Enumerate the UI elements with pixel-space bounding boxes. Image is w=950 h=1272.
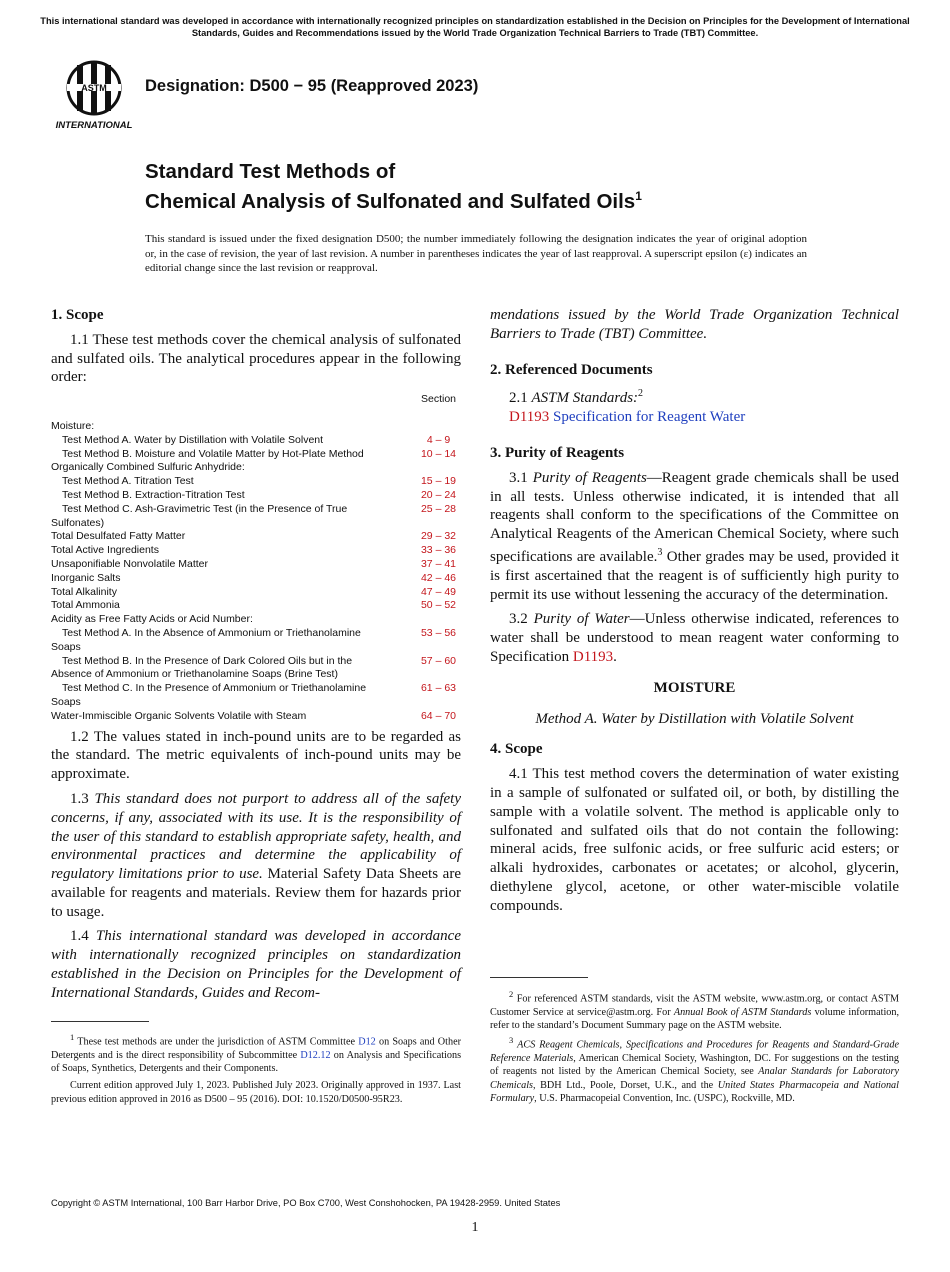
toc-label: Total Desulfated Fatty Matter (51, 530, 186, 543)
toc-label: Moisture: (51, 419, 95, 432)
page-number: 1 (471, 1220, 479, 1235)
footnote-3: $^3$ ACS Reagent Chemicals, Specifications and Procedures for Reagents and Standard-Grade Reference Materials, American Chemical Society, Washington, DC. For suggestions on the testing of reagents not listed by the American Chemical Society, see Analar Standards for Laboratory Chemicals, BDH Ltd., Poole, Dorset, U.K., and the United States Pharmacopeia and National Formulary, U.S. Pharmacopeial Convention, Inc. (USPC), Rockville, MD. (490, 1035, 899, 1104)
toc-row (51, 586, 461, 600)
method-a-heading: Method A. Water by Distillation with Volatile Solvent (535, 710, 854, 727)
toc-label: Test Method C. Ash-Gravimetric Test (in the Presence of True Sulfonates) (51, 502, 348, 529)
toc-row (51, 420, 461, 434)
toc-row (51, 544, 461, 558)
footnotes-left (51, 1031, 461, 1106)
toc-label: Water-Immiscible Organic Solvents Volatile with Steam (51, 709, 307, 722)
toc-row (51, 613, 461, 627)
toc-label: Test Method B. Moisture and Volatile Matter by Hot-Plate Method (62, 447, 364, 460)
toc-section-link (416, 613, 461, 627)
left-column (51, 306, 461, 1003)
standards-notice: This international standard was developed in accordance with internationally recognized principles on standardization established in the Decision on Principles for the Development of International Standards, Guides and Recommendations issued by the World Trade Organization Technical Barriers to Trade (TBT) Committee. (40, 16, 910, 38)
toc-label: Test Method A. Water by Distillation with Volatile Solvent (62, 433, 324, 446)
toc-label: Total Alkalinity (51, 585, 117, 598)
toc-section-link[interactable]: 25 – 28 (420, 502, 457, 515)
toc-row (51, 530, 461, 544)
paragraph-1-1: 1.1 These test methods cover the chemical analysis of sulfonated and sulfated oils. The analytical procedures appear in the following order: (51, 331, 461, 386)
toc-section-link[interactable]: 47 – 49 (420, 585, 457, 598)
paragraph-3-2: 3.2 Purity of Water—Unless otherwise indicated, references to water shall be understood to mean reagent water conforming to Specification D1193. (490, 611, 900, 665)
copyright-line: Copyright © ASTM International, 100 Barr Harbor Drive, PO Box C700, West Conshohocken, PA 19428-2959. United States (51, 1198, 561, 1208)
document-title (145, 160, 642, 214)
astm-logo (53, 57, 135, 133)
toc-section-link[interactable]: 61 – 63 (420, 682, 457, 695)
designation: Designation: D500 − 95 (Reapproved 2023) (145, 77, 479, 95)
toc-section-link (416, 461, 461, 475)
toc-row (51, 710, 461, 724)
d1193-link[interactable]: D1193 (572, 648, 614, 665)
toc-label: Inorganic Salts (51, 571, 121, 584)
toc-label: Test Method B. Extraction-Titration Test (62, 488, 245, 501)
toc-row (51, 627, 461, 655)
toc-row (51, 682, 461, 710)
footnote-ref-1[interactable]: 1 (635, 189, 642, 203)
svg-text:INTERNATIONAL: INTERNATIONAL (55, 120, 133, 131)
toc-row (51, 475, 461, 489)
footnote-rule-right (490, 977, 588, 978)
toc-row (51, 489, 461, 503)
toc-section-link[interactable]: 4 – 9 (426, 433, 451, 446)
svg-text:ASTM: ASTM (81, 83, 107, 93)
paragraph-1-3: 1.3 This standard does not purport to address all of the safety concerns, if any, associated with its use. It is the responsibility of the user of this standard to establish appropriate safety, health, and environmental practices and determine the applicability of regulatory limitations prior to use. Material Safety Data Sheets are available for reagents and materials. Review them for hazards prior to usage. (51, 790, 462, 920)
paragraph-1-2: 1.2 The values stated in inch-pound units are to be regarded as the standard. The metric equivalents of inch-pound units may be approximate. (51, 728, 461, 783)
toc-row (51, 655, 461, 683)
edition-note: Current edition approved July 1, 2023. Published July 2023. Originally approved in 1937. Last previous edition approved in 2016 as D500 – 95 (2016). DOI: 10.1520/D0500-95R23. (51, 1080, 461, 1105)
toc-label: Unsaponifiable Nonvolatile Matter (51, 557, 209, 570)
toc-label: Test Method B. In the Presence of Dark Colored Oils but in the Absence of Ammonium or Triethanolamine Soaps (Brine Test) (51, 654, 353, 681)
footnote-rule-left (51, 1021, 149, 1022)
toc-label: Test Method A. Titration Test (62, 475, 194, 488)
paragraph-1-4-continued: mendations issued by the World Trade Organization Technical Barriers to Trade (TBT) Committee. (490, 307, 899, 342)
toc-row (51, 572, 461, 586)
section-heading-purity: 3. Purity of Reagents (490, 444, 625, 461)
toc-label: Total Ammonia (51, 599, 120, 612)
footnote-2: $^2$ For referenced ASTM standards, visit the ASTM website, www.astm.org, or contact ASTM Customer Service at service@astm.org. For Annual Book of ASTM Standards volume information, refer to the standard’s Document Summary page on the ASTM website. (490, 989, 900, 1031)
toc-label: Acidity as Free Fatty Acids or Acid Number: (51, 613, 253, 626)
right-column (490, 306, 899, 916)
section-heading-referenced-documents: 2. Referenced Documents (490, 361, 653, 378)
section-heading-scope: 1. Scope (51, 307, 104, 323)
toc-label: Test Method A. In the Absence of Ammonium or Triethanolamine Soaps (51, 626, 361, 653)
toc-label: Organically Combined Sulfuric Anhydride: (51, 461, 245, 474)
title-line-1: Standard Test Methods of (145, 160, 396, 183)
footnote-1: $^1$ These test methods are under the jurisdiction of ASTM Committee D12 on Soaps and Other Detergents and is the direct responsibility of Subcommittee D12.12 on Analysis and Specifications of Soaps, Synthetics, Detergents and their Components. (51, 1032, 462, 1074)
toc-section-link[interactable]: 42 – 46 (420, 571, 457, 584)
toc-section-link[interactable]: 29 – 32 (420, 530, 457, 543)
committee-link[interactable]: D12 (358, 1036, 376, 1048)
paragraph-4-1: 4.1 This test method covers the determination of water existing in a sample of sulfonated or sulfated oil, or both, by distilling the sample with a volatile solvent. The method is applicable only to sulfonated and sulfated oils that do not contain the following: mineral acids, free sulfonic acids, or free sulfuric acid esters; or alkali hydroxides, carbonates or acetates; or alcohol, glycerin, diethylene glycol, acetone, or other water-miscible volatile compounds. (490, 766, 899, 914)
toc-row (51, 503, 461, 531)
toc-row (51, 461, 461, 475)
toc-header: Section (420, 393, 457, 406)
reference-d1193[interactable] (509, 408, 899, 427)
issuance-note: This standard is issued under the fixed designation D500; the number immediately following the designation indicates the year of original adoption or, in the case of revision, the year of last revision. A number in parentheses indicates the year of last reapproval. A superscript epsilon (ε) indicates an editorial change since the last revision or reapproval. (145, 233, 807, 275)
reference-code[interactable]: D1193 (509, 409, 550, 426)
paragraph-2-1: 2.1 ASTM Standards:$^2$ (509, 388, 644, 407)
toc-label: Test Method C. In the Presence of Ammonium or Triethanolamine Soaps (51, 682, 367, 708)
subcommittee-link[interactable]: D12.12 (300, 1049, 331, 1061)
toc-section-link[interactable]: 53 – 56 (420, 626, 457, 639)
footnotes-right (490, 988, 899, 1105)
toc-section-link[interactable]: 10 – 14 (420, 447, 457, 460)
toc-row (51, 599, 461, 613)
toc-section-link (416, 420, 461, 434)
toc-section-link[interactable]: 50 – 52 (420, 599, 457, 612)
toc-section-link[interactable]: 64 – 70 (420, 709, 457, 722)
toc-section-link[interactable]: 20 – 24 (420, 488, 457, 501)
toc-section-link[interactable]: 15 – 19 (420, 475, 457, 488)
toc-section-link[interactable]: 33 – 36 (420, 544, 457, 557)
toc-section-link[interactable]: 57 – 60 (420, 654, 457, 667)
toc-row (51, 434, 461, 448)
toc-label: Total Active Ingredients (51, 544, 159, 557)
toc-row (51, 448, 461, 462)
title-line-2: Chemical Analysis of Sulfonated and Sulfated Oils$^1$ (145, 189, 642, 213)
reference-title[interactable]: Specification for Reagent Water (553, 409, 746, 426)
section-index-table (51, 393, 461, 723)
toc-section-link[interactable]: 37 – 41 (420, 557, 457, 570)
moisture-heading: MOISTURE (653, 679, 736, 696)
section-heading-scope-4: 4. Scope (490, 741, 543, 758)
paragraph-1-4: 1.4 This international standard was developed in accordance with internationally recognized principles on standardization established in the Decision on Principles for the Development of International Standards, Guides and Recom- (51, 928, 462, 1001)
paragraph-3-1: 3.1 Purity of Reagents—Reagent grade chemicals shall be used in all tests. Unless otherwise indicated, it is intended that all reagents shall conform to the specifications of the Committee on Analytical Reagents of the American Chemical Society, where such specifications are available.$^3$ Other grades may be used, provided it is first ascertained that the reagent is of sufficiently high purity to permit its use without lessening the accuracy of the determination. (490, 469, 900, 603)
toc-row (51, 558, 461, 572)
